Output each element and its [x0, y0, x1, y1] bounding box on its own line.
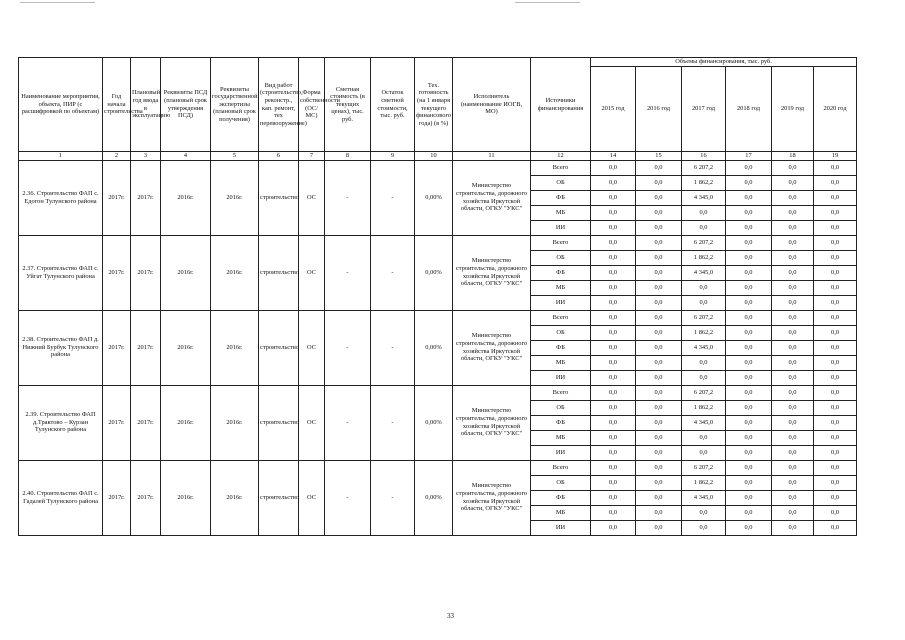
amount-cell: 0,0 — [636, 340, 682, 355]
amount-cell: 0,0 — [814, 325, 857, 340]
amount-cell: 0,0 — [772, 445, 814, 460]
amount-cell: 0,0 — [636, 385, 682, 400]
column-number: 17 — [726, 152, 772, 161]
col-expertise-header: Реквизиты государственной экспертизы (плановый срок получения) — [211, 58, 259, 152]
amount-cell: 0,0 — [772, 295, 814, 310]
readiness-cell: 0,00% — [415, 235, 453, 310]
scan-edge-mark — [515, 2, 580, 3]
funding-source-cell: Всего — [531, 385, 591, 400]
amount-cell: 6 207,2 — [682, 160, 726, 175]
volumes-header: Объемы финансирования, тыс. руб. — [591, 58, 857, 67]
amount-cell: 0,0 — [772, 430, 814, 445]
column-number: 2 — [103, 152, 131, 161]
amount-cell: 0,0 — [772, 280, 814, 295]
column-number: 8 — [325, 152, 371, 161]
amount-cell: 4 345,0 — [682, 190, 726, 205]
amount-cell: 0,0 — [636, 310, 682, 325]
remaining-cell: - — [371, 235, 415, 310]
amount-cell: 0,0 — [682, 280, 726, 295]
amount-cell: 0,0 — [772, 415, 814, 430]
funding-source-cell: МБ — [531, 355, 591, 370]
amount-cell: 0,0 — [591, 505, 636, 520]
work-type-cell: строительство — [259, 235, 299, 310]
funding-source-cell: Всего — [531, 310, 591, 325]
amount-cell: 0,0 — [726, 340, 772, 355]
column-number: 18 — [772, 152, 814, 161]
table-body — [19, 160, 857, 535]
psd-cell: 2016г. — [161, 160, 211, 235]
amount-cell: 0,0 — [726, 325, 772, 340]
amount-cell: 0,0 — [591, 445, 636, 460]
amount-cell: 0,0 — [591, 205, 636, 220]
year-start-cell: 2017г. — [103, 160, 131, 235]
amount-cell: 0,0 — [591, 400, 636, 415]
funding-source-cell: ОБ — [531, 325, 591, 340]
table-row — [19, 310, 857, 325]
amount-cell: 0,0 — [591, 190, 636, 205]
amount-cell: 0,0 — [636, 490, 682, 505]
amount-cell: 0,0 — [772, 505, 814, 520]
readiness-cell: 0,00% — [415, 460, 453, 535]
psd-cell: 2016г. — [161, 385, 211, 460]
col-year-start-header: Год начала строительства — [103, 58, 131, 152]
amount-cell: 0,0 — [636, 460, 682, 475]
year-start-cell: 2017г. — [103, 385, 131, 460]
column-number: 7 — [299, 152, 325, 161]
amount-cell: 0,0 — [814, 370, 857, 385]
funding-source-cell: МБ — [531, 280, 591, 295]
amount-cell: 0,0 — [636, 220, 682, 235]
amount-cell: 0,0 — [726, 190, 772, 205]
funding-source-cell: ФБ — [531, 490, 591, 505]
amount-cell: 0,0 — [591, 340, 636, 355]
amount-cell: 0,0 — [814, 505, 857, 520]
amount-cell: 6 207,2 — [682, 385, 726, 400]
amount-cell: 0,0 — [726, 280, 772, 295]
amount-cell: 0,0 — [636, 415, 682, 430]
amount-cell: 0,0 — [772, 400, 814, 415]
executor-cell: Министерство строительства, дорожного хозяйства Иркутской области, ОГКУ "УКС" — [453, 235, 531, 310]
amount-cell: 0,0 — [726, 505, 772, 520]
expertise-cell: 2016г. — [211, 460, 259, 535]
amount-cell: 0,0 — [591, 295, 636, 310]
amount-cell: 0,0 — [814, 490, 857, 505]
amount-cell: 0,0 — [726, 475, 772, 490]
amount-cell: 0,0 — [726, 160, 772, 175]
amount-cell: 0,0 — [814, 355, 857, 370]
amount-cell: 0,0 — [772, 220, 814, 235]
column-number-row — [19, 152, 857, 161]
col-psd-header: Реквизиты ПСД (плановый срок утверждения ПСД) — [161, 58, 211, 152]
funding-source-cell: Всего — [531, 460, 591, 475]
funding-source-cell: ИИ — [531, 370, 591, 385]
amount-cell: 4 345,0 — [682, 490, 726, 505]
funding-source-cell: МБ — [531, 505, 591, 520]
amount-cell: 0,0 — [726, 490, 772, 505]
funding-source-cell: ОБ — [531, 175, 591, 190]
work-type-cell: строительство — [259, 160, 299, 235]
ownership-cell: ОС — [299, 235, 325, 310]
col-sources-header: Источники финансирования — [531, 58, 591, 152]
column-number: 5 — [211, 152, 259, 161]
amount-cell: 0,0 — [772, 175, 814, 190]
amount-cell: 0,0 — [772, 190, 814, 205]
amount-cell: 0,0 — [814, 220, 857, 235]
amount-cell: 0,0 — [636, 235, 682, 250]
readiness-cell: 0,00% — [415, 310, 453, 385]
amount-cell: 0,0 — [591, 250, 636, 265]
amount-cell: 0,0 — [772, 385, 814, 400]
amount-cell: 0,0 — [814, 340, 857, 355]
column-number: 11 — [453, 152, 531, 161]
amount-cell: 0,0 — [591, 490, 636, 505]
amount-cell: 1 862,2 — [682, 400, 726, 415]
amount-cell: 0,0 — [814, 460, 857, 475]
col-ownership-header: Форма собственности (ОС/МС) — [299, 58, 325, 152]
table-row — [19, 460, 857, 475]
funding-source-cell: ОБ — [531, 400, 591, 415]
amount-cell: 0,0 — [772, 325, 814, 340]
column-number: 12 — [531, 152, 591, 161]
amount-cell: 0,0 — [814, 265, 857, 280]
funding-source-cell: ФБ — [531, 415, 591, 430]
amount-cell: 0,0 — [591, 265, 636, 280]
column-number: 1 — [19, 152, 103, 161]
plan-year-cell: 2017г. — [131, 235, 161, 310]
funding-source-cell: ОБ — [531, 475, 591, 490]
amount-cell: 0,0 — [636, 520, 682, 535]
amount-cell: 0,0 — [591, 235, 636, 250]
amount-cell: 0,0 — [814, 430, 857, 445]
amount-cell: 0,0 — [726, 250, 772, 265]
amount-cell: 0,0 — [814, 415, 857, 430]
amount-cell: 0,0 — [726, 415, 772, 430]
amount-cell: 0,0 — [726, 460, 772, 475]
psd-cell: 2016г. — [161, 310, 211, 385]
amount-cell: 1 862,2 — [682, 475, 726, 490]
object-name: 2.38. Строительство ФАП д. Нижний Бурбук Тулунского района — [19, 310, 103, 385]
amount-cell: 0,0 — [591, 460, 636, 475]
amount-cell: 0,0 — [814, 400, 857, 415]
ownership-cell: ОС — [299, 310, 325, 385]
amount-cell: 0,0 — [682, 220, 726, 235]
col-remaining-header: Остаток сметной стоимости, тыс. руб. — [371, 58, 415, 152]
col-executor-header: Исполнитель (наименование ИОГВ, МО) — [453, 58, 531, 152]
amount-cell: 0,0 — [726, 310, 772, 325]
amount-cell: 4 345,0 — [682, 415, 726, 430]
year-header: 2016 год — [636, 67, 682, 152]
funding-source-cell: ИИ — [531, 445, 591, 460]
amount-cell: 0,0 — [772, 265, 814, 280]
year-header: 2018 год — [726, 67, 772, 152]
amount-cell: 0,0 — [772, 355, 814, 370]
amount-cell: 4 345,0 — [682, 265, 726, 280]
amount-cell: 0,0 — [814, 310, 857, 325]
table-row — [19, 235, 857, 250]
amount-cell: 1 862,2 — [682, 250, 726, 265]
col-estimate-header: Сметная стоимость (в текущих ценах), тыс. руб. — [325, 58, 371, 152]
amount-cell: 0,0 — [682, 430, 726, 445]
expertise-cell: 2016г. — [211, 385, 259, 460]
amount-cell: 0,0 — [726, 370, 772, 385]
amount-cell: 0,0 — [591, 385, 636, 400]
year-start-cell: 2017г. — [103, 235, 131, 310]
plan-year-cell: 2017г. — [131, 160, 161, 235]
funding-source-cell: ИИ — [531, 520, 591, 535]
object-name: 2.39. Строительство ФАП д.Трактово – Курзан Тулунского района — [19, 385, 103, 460]
expertise-cell: 2016г. — [211, 310, 259, 385]
object-name: 2.40. Строительство ФАП с. Гадалей Тулунского района — [19, 460, 103, 535]
amount-cell: 0,0 — [636, 475, 682, 490]
funding-source-cell: ФБ — [531, 190, 591, 205]
remaining-cell: - — [371, 460, 415, 535]
table-row — [19, 160, 857, 175]
amount-cell: 0,0 — [591, 220, 636, 235]
amount-cell: 0,0 — [682, 205, 726, 220]
estimate-cell: - — [325, 385, 371, 460]
amount-cell: 1 862,2 — [682, 175, 726, 190]
remaining-cell: - — [371, 160, 415, 235]
funding-source-cell: МБ — [531, 430, 591, 445]
amount-cell: 0,0 — [636, 370, 682, 385]
amount-cell: 0,0 — [814, 235, 857, 250]
amount-cell: 0,0 — [591, 310, 636, 325]
amount-cell: 0,0 — [772, 205, 814, 220]
readiness-cell: 0,00% — [415, 385, 453, 460]
amount-cell: 0,0 — [814, 445, 857, 460]
executor-cell: Министерство строительства, дорожного хозяйства Иркутской области, ОГКУ "УКС" — [453, 385, 531, 460]
work-type-cell: строительство — [259, 310, 299, 385]
estimate-cell: - — [325, 160, 371, 235]
work-type-cell: строительство — [259, 385, 299, 460]
plan-year-cell: 2017г. — [131, 460, 161, 535]
amount-cell: 0,0 — [772, 370, 814, 385]
object-name: 2.37. Строительство ФАП с. Уйгат Тулунского района — [19, 235, 103, 310]
funding-source-cell: МБ — [531, 205, 591, 220]
amount-cell: 0,0 — [726, 385, 772, 400]
amount-cell: 0,0 — [772, 460, 814, 475]
ownership-cell: ОС — [299, 160, 325, 235]
amount-cell: 0,0 — [772, 160, 814, 175]
amount-cell: 0,0 — [772, 310, 814, 325]
amount-cell: 0,0 — [772, 520, 814, 535]
amount-cell: 0,0 — [636, 190, 682, 205]
amount-cell: 0,0 — [591, 175, 636, 190]
amount-cell: 0,0 — [591, 280, 636, 295]
funding-source-cell: ИИ — [531, 295, 591, 310]
amount-cell: 0,0 — [682, 505, 726, 520]
funding-source-cell: ФБ — [531, 340, 591, 355]
funding-source-cell: ИИ — [531, 220, 591, 235]
remaining-cell: - — [371, 385, 415, 460]
amount-cell: 0,0 — [682, 295, 726, 310]
amount-cell: 0,0 — [814, 280, 857, 295]
col-name-header: Наименование мероприятия, объекта, ПИР (с расшифровкой по объектам) — [19, 58, 103, 152]
amount-cell: 0,0 — [814, 160, 857, 175]
amount-cell: 0,0 — [814, 475, 857, 490]
amount-cell: 0,0 — [814, 295, 857, 310]
year-header: 2020 год — [814, 67, 857, 152]
year-start-cell: 2017г. — [103, 460, 131, 535]
plan-year-cell: 2017г. — [131, 385, 161, 460]
psd-cell: 2016г. — [161, 460, 211, 535]
amount-cell: 0,0 — [726, 445, 772, 460]
column-number: 9 — [371, 152, 415, 161]
financing-table — [18, 57, 857, 536]
ownership-cell: ОС — [299, 460, 325, 535]
executor-cell: Министерство строительства, дорожного хозяйства Иркутской области, ОГКУ "УКС" — [453, 460, 531, 535]
amount-cell: 0,0 — [591, 520, 636, 535]
amount-cell: 0,0 — [814, 175, 857, 190]
amount-cell: 0,0 — [591, 430, 636, 445]
amount-cell: 1 862,2 — [682, 325, 726, 340]
amount-cell: 6 207,2 — [682, 310, 726, 325]
amount-cell: 0,0 — [814, 250, 857, 265]
amount-cell: 0,0 — [814, 190, 857, 205]
amount-cell: 0,0 — [726, 265, 772, 280]
executor-cell: Министерство строительства, дорожного хозяйства Иркутской области, ОГКУ "УКС" — [453, 160, 531, 235]
amount-cell: 0,0 — [772, 475, 814, 490]
column-number: 10 — [415, 152, 453, 161]
funding-source-cell: Всего — [531, 235, 591, 250]
page-number: 33 — [447, 612, 454, 620]
column-number: 14 — [591, 152, 636, 161]
year-header: 2017 год — [682, 67, 726, 152]
amount-cell: 0,0 — [814, 520, 857, 535]
psd-cell: 2016г. — [161, 235, 211, 310]
amount-cell: 6 207,2 — [682, 235, 726, 250]
amount-cell: 0,0 — [814, 385, 857, 400]
amount-cell: 0,0 — [591, 325, 636, 340]
funding-source-cell: ФБ — [531, 265, 591, 280]
amount-cell: 0,0 — [636, 280, 682, 295]
estimate-cell: - — [325, 235, 371, 310]
amount-cell: 0,0 — [726, 205, 772, 220]
amount-cell: 0,0 — [726, 220, 772, 235]
amount-cell: 0,0 — [726, 295, 772, 310]
amount-cell: 0,0 — [772, 235, 814, 250]
amount-cell: 0,0 — [682, 520, 726, 535]
amount-cell: 0,0 — [636, 430, 682, 445]
plan-year-cell: 2017г. — [131, 310, 161, 385]
col-plan-year-header: Плановый год ввода в эксплуатацию — [131, 58, 161, 152]
amount-cell: 0,0 — [726, 235, 772, 250]
ownership-cell: ОС — [299, 385, 325, 460]
column-number: 15 — [636, 152, 682, 161]
amount-cell: 0,0 — [591, 160, 636, 175]
amount-cell: 0,0 — [636, 205, 682, 220]
scan-edge-mark — [20, 2, 95, 3]
year-start-cell: 2017г. — [103, 310, 131, 385]
amount-cell: 0,0 — [726, 400, 772, 415]
funding-source-cell: ОБ — [531, 250, 591, 265]
amount-cell: 0,0 — [636, 505, 682, 520]
executor-cell: Министерство строительства, дорожного хозяйства Иркутской области, ОГКУ "УКС" — [453, 310, 531, 385]
readiness-cell: 0,00% — [415, 160, 453, 235]
amount-cell: 0,0 — [636, 400, 682, 415]
amount-cell: 0,0 — [591, 355, 636, 370]
amount-cell: 0,0 — [682, 370, 726, 385]
column-number: 6 — [259, 152, 299, 161]
expertise-cell: 2016г. — [211, 235, 259, 310]
table-row — [19, 385, 857, 400]
amount-cell: 0,0 — [726, 430, 772, 445]
amount-cell: 6 207,2 — [682, 460, 726, 475]
funding-source-cell: Всего — [531, 160, 591, 175]
amount-cell: 0,0 — [726, 355, 772, 370]
amount-cell: 0,0 — [682, 355, 726, 370]
amount-cell: 0,0 — [591, 475, 636, 490]
amount-cell: 0,0 — [636, 295, 682, 310]
amount-cell: 0,0 — [682, 445, 726, 460]
estimate-cell: - — [325, 310, 371, 385]
amount-cell: 0,0 — [636, 160, 682, 175]
expertise-cell: 2016г. — [211, 160, 259, 235]
amount-cell: 0,0 — [591, 370, 636, 385]
amount-cell: 0,0 — [636, 250, 682, 265]
amount-cell: 0,0 — [726, 520, 772, 535]
amount-cell: 0,0 — [772, 250, 814, 265]
remaining-cell: - — [371, 310, 415, 385]
column-number: 3 — [131, 152, 161, 161]
amount-cell: 0,0 — [636, 325, 682, 340]
estimate-cell: - — [325, 460, 371, 535]
column-number: 16 — [682, 152, 726, 161]
col-readiness-header: Тех. готовность (на 1 января текущего финансового года) (в %) — [415, 58, 453, 152]
amount-cell: 0,0 — [726, 175, 772, 190]
column-number: 4 — [161, 152, 211, 161]
amount-cell: 0,0 — [814, 205, 857, 220]
amount-cell: 0,0 — [636, 445, 682, 460]
amount-cell: 0,0 — [636, 175, 682, 190]
col-work-type-header: Вид работ (строительство, реконстр., кап. ремонт, тех перевооружение) — [259, 58, 299, 152]
amount-cell: 0,0 — [636, 355, 682, 370]
amount-cell: 0,0 — [772, 340, 814, 355]
column-number: 19 — [814, 152, 857, 161]
amount-cell: 4 345,0 — [682, 340, 726, 355]
work-type-cell: строительство — [259, 460, 299, 535]
amount-cell: 0,0 — [772, 490, 814, 505]
object-name: 2.36. Строительство ФАП с. Едогон Тулунского района — [19, 160, 103, 235]
amount-cell: 0,0 — [591, 415, 636, 430]
year-header: 2019 год — [772, 67, 814, 152]
amount-cell: 0,0 — [636, 265, 682, 280]
year-header: 2015 год — [591, 67, 636, 152]
